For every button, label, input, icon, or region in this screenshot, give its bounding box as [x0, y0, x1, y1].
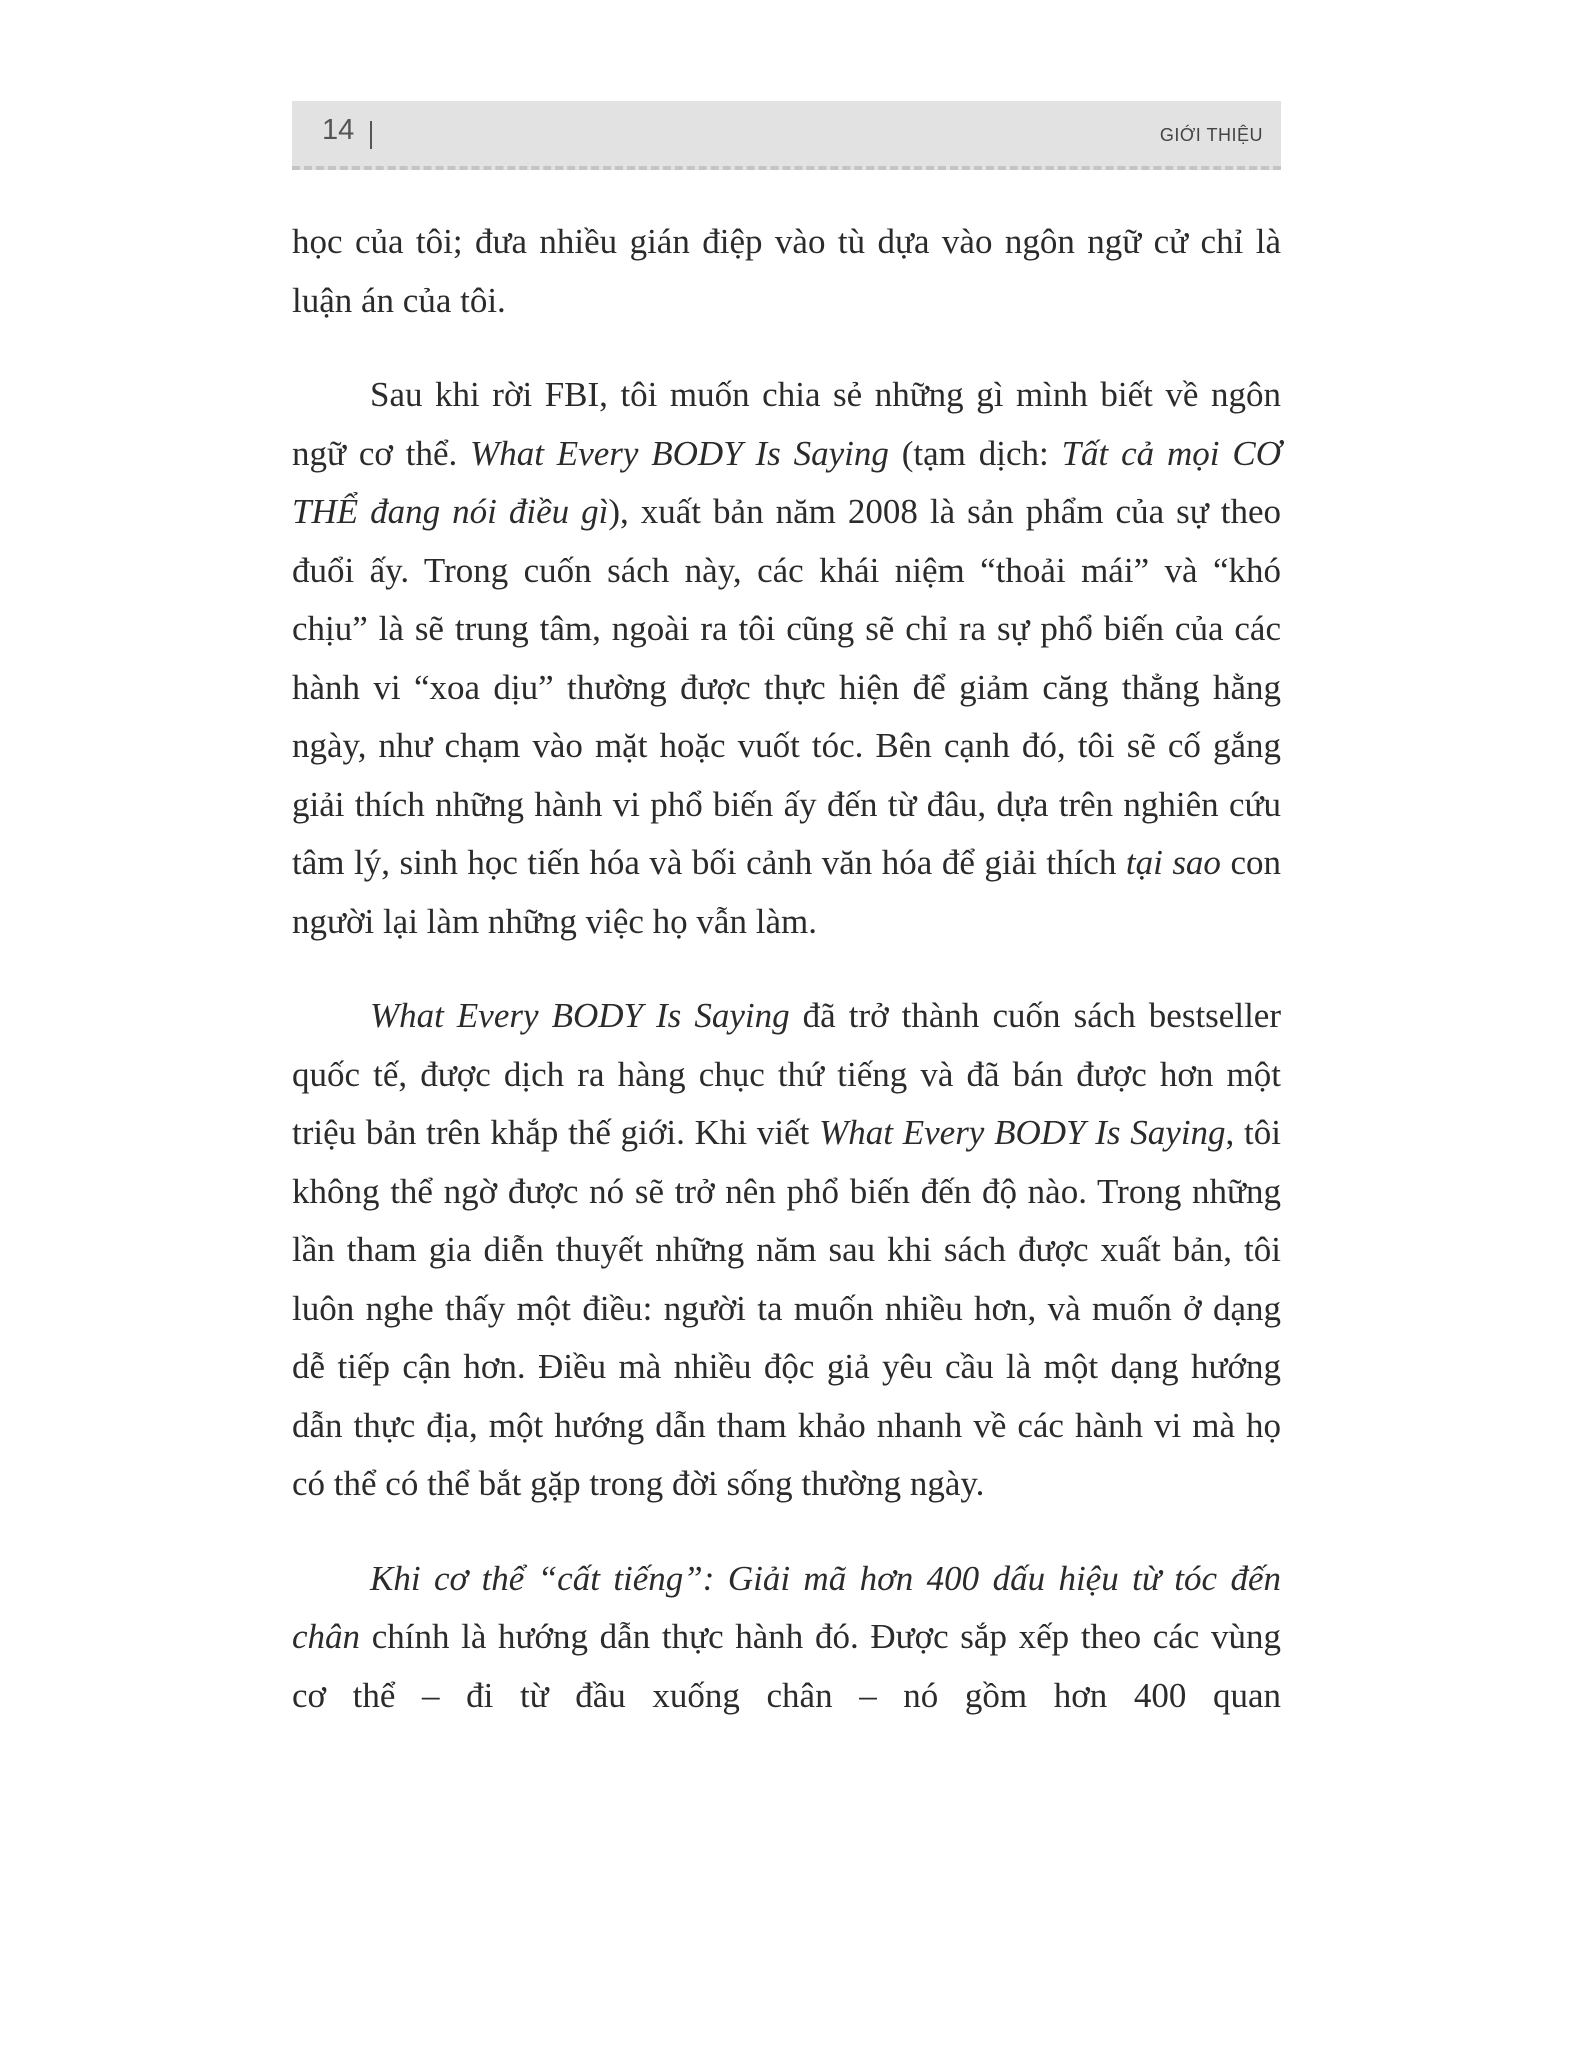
- paragraph: [292, 366, 1281, 951]
- text-segment: học của tôi; đưa nhiều gián điệp vào tù dựa vào ngôn ngữ cử chỉ là luận án của tôi.: [292, 222, 1281, 320]
- book-title-italic: Khi cơ thể “cất tiếng”: Giải mã hơn 400 dấu hiệu từ tóc đến chân: [292, 1558, 1281, 1656]
- running-header: [292, 101, 1281, 170]
- paragraph: [292, 213, 1281, 330]
- text-segment: chính là hướng dẫn thực hành đó. Được sắp xếp theo các vùng cơ thể – đi từ đầu xuống chân – nó gồm hơn 400 quan: [292, 1617, 1281, 1715]
- text-segment: đã trở thành cuốn sách bestseller quốc tế, được dịch ra hàng chục thứ tiếng và đã bán được hơn một triệu bản trên khắp thế giới. Khi viết: [292, 996, 1281, 1152]
- text-segment: , tôi không thể ngờ được nó sẽ trở nên phổ biến đến độ nào. Trong những lần tham gia diễn thuyết những năm sau khi sách được xuất bản, tôi luôn nghe thấy một điều: người ta muốn nhiều hơn, và muốn ở dạng dễ tiếp cận hơn. Điều mà nhiều độc giả yêu cầu là một dạng hướng dẫn thực địa, một hướng dẫn tham khảo nhanh về các hành vi mà họ có thể có thể bắt gặp trong đời sống thường ngày.: [292, 1113, 1281, 1503]
- emphasis-italic: tại sao: [1125, 843, 1221, 882]
- paragraph: [292, 987, 1281, 1514]
- text-segment: con người lại làm những việc họ vẫn làm.: [292, 843, 1281, 941]
- text-segment: (tạm dịch:: [888, 433, 1062, 473]
- book-title-italic: What Every BODY Is Saying: [470, 433, 889, 473]
- translated-title-italic: Tất cả mọi CƠ THỂ đang nói điều gì: [292, 433, 1281, 531]
- section-title: GIỚI THIỆU: [1159, 125, 1263, 145]
- text-segment: ), xuất bản năm 2008 là sản phẩm của sự theo đuổi ấy. Trong cuốn sách này, các khái niệm “thoải mái” và “khó chịu” là sẽ trung tâm, ngoài ra tôi cũng sẽ chỉ ra sự phổ biến của các hành vi “xoa dịu” thường được thực hiện để giảm căng thẳng hằng ngày, như chạm vào mặt hoặc vuốt tóc. Bên cạnh đó, tôi sẽ cố gắng giải thích những hành vi phổ biến ấy đến từ đâu, dựa trên nghiên cứu tâm lý, sinh học tiến hóa và bối cảnh văn hóa để giải thích: [292, 492, 1281, 882]
- book-title-italic: What Every BODY Is Saying: [370, 996, 790, 1035]
- body-text: [292, 213, 1281, 1761]
- page-number: 14: [322, 114, 355, 146]
- paragraph: [292, 1550, 1281, 1726]
- book-title-italic: What Every BODY Is Saying: [819, 1113, 1226, 1152]
- text-segment: Sau khi rời FBI, tôi muốn chia sẻ những gì mình biết về ngôn ngữ cơ thể.: [292, 375, 1281, 473]
- header-divider: [370, 121, 372, 149]
